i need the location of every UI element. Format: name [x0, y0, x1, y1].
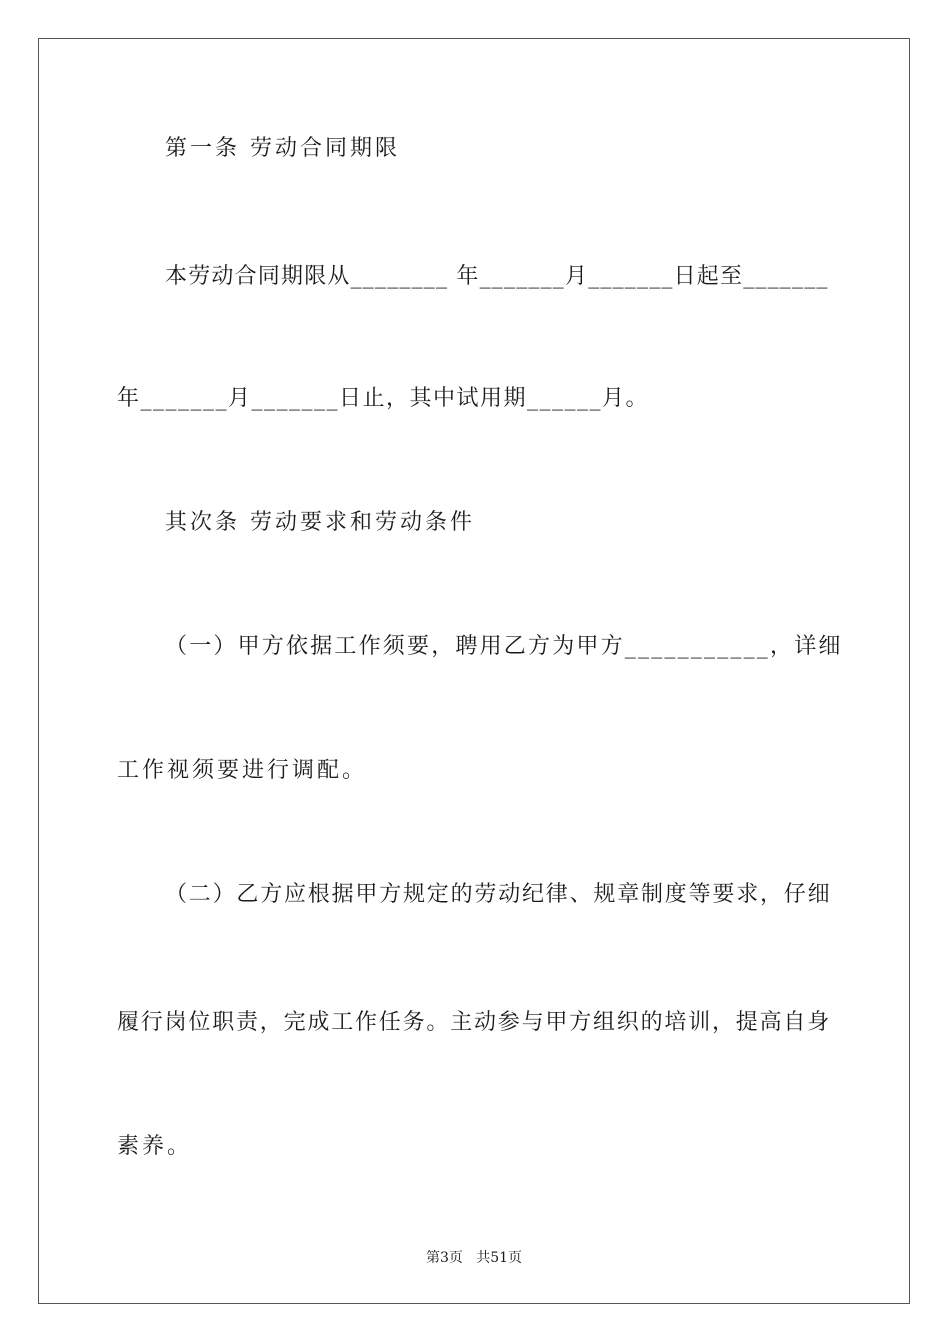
clause-1-line-1: （一）甲方依据工作须要，聘用乙方为甲方___________，详细	[165, 634, 843, 659]
clause-2-line-1: （二）乙方应根据甲方规定的劳动纪律、规章制度等要求，仔细	[165, 882, 832, 907]
contract-term-line-1: 本劳动合同期限从________ 年_______月_______日起至_______	[165, 264, 829, 289]
clause-1-line-2: 工作视须要进行调配。	[117, 758, 368, 783]
article-1-heading: 第一条 劳动合同期限	[165, 136, 400, 161]
clause-2-line-2: 履行岗位职责，完成工作任务。主动参与甲方组织的培训，提高自身	[117, 1010, 832, 1035]
document-page	[38, 38, 910, 1304]
clause-2-line-3: 素养。	[117, 1134, 193, 1159]
page-footer: 第3页 共51页	[425, 1250, 523, 1266]
contract-term-line-2: 年_______月_______日止，其中试用期______月。	[117, 386, 650, 411]
article-2-heading: 其次条 劳动要求和劳动条件	[165, 510, 475, 535]
